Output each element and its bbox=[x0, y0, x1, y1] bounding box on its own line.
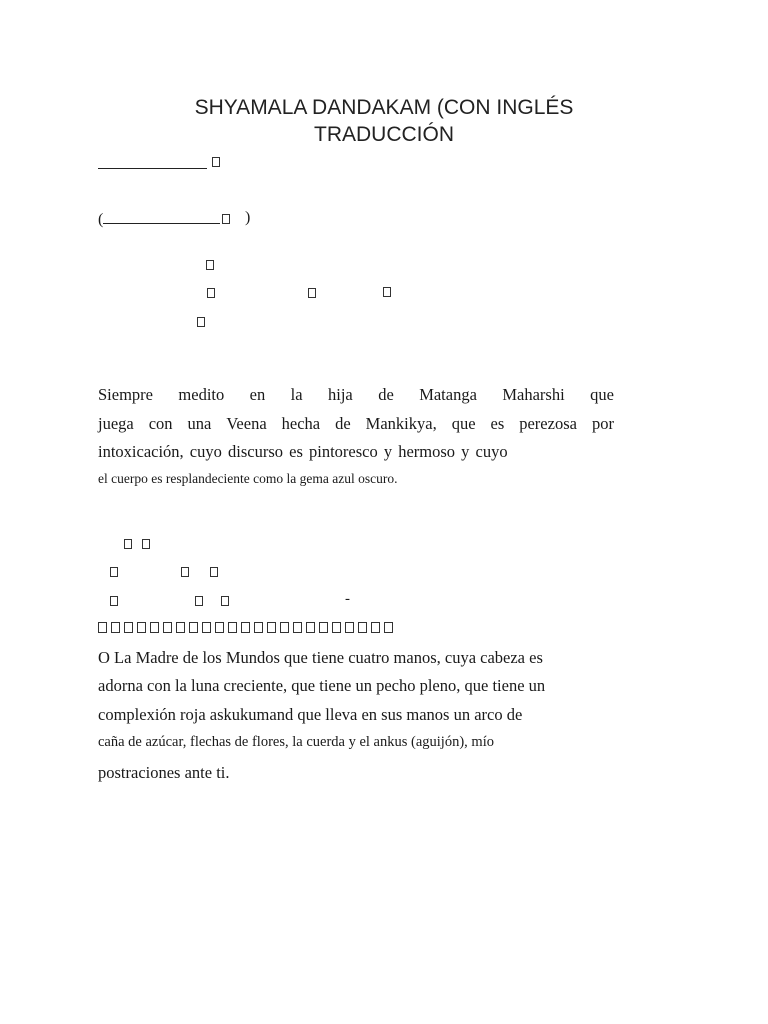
missing-glyph-icon bbox=[267, 622, 276, 633]
word: Mankikya, bbox=[365, 414, 437, 433]
para2-line4: caña de azúcar, flechas de flores, la cuerda y el ankus (aguijón), mío bbox=[98, 734, 494, 750]
missing-glyph-icon bbox=[280, 622, 289, 633]
word: medito bbox=[178, 385, 225, 404]
word: por bbox=[591, 414, 614, 433]
para1-line2 bbox=[98, 414, 614, 434]
missing-glyph-icon bbox=[98, 622, 107, 633]
underline-blank-1 bbox=[98, 154, 207, 174]
word: la bbox=[290, 385, 303, 404]
missing-glyph-icon bbox=[308, 288, 316, 298]
word: con bbox=[148, 414, 173, 433]
missing-glyph-icon bbox=[110, 567, 118, 577]
missing-glyph-icon bbox=[163, 622, 172, 633]
word: de bbox=[335, 414, 351, 433]
para2-line2: adorna con la luna creciente, que tiene un pecho pleno, que tiene un bbox=[98, 676, 546, 695]
word: Matanga bbox=[419, 385, 477, 404]
missing-glyph-icon bbox=[207, 288, 215, 298]
missing-glyph-icon bbox=[383, 287, 391, 297]
missing-glyph-icon bbox=[293, 622, 302, 633]
word: es bbox=[490, 414, 505, 433]
missing-glyph-icon bbox=[332, 622, 341, 633]
para1-line1 bbox=[98, 385, 614, 405]
missing-glyph-icon bbox=[212, 157, 220, 167]
para2-line5: postraciones ante ti. bbox=[98, 763, 230, 782]
missing-glyph-icon bbox=[150, 622, 159, 633]
missing-glyph-icon bbox=[181, 567, 189, 577]
missing-glyph-icon bbox=[384, 622, 393, 633]
missing-glyph-icon bbox=[195, 596, 203, 606]
missing-glyph-icon bbox=[228, 622, 237, 633]
missing-glyph-icon bbox=[319, 622, 328, 633]
paren-close: ) bbox=[245, 209, 251, 226]
missing-glyph-icon bbox=[142, 539, 150, 549]
word: Maharshi bbox=[502, 385, 565, 404]
missing-glyph-icon bbox=[124, 622, 133, 633]
missing-glyph-icon bbox=[345, 622, 354, 633]
word: hija bbox=[328, 385, 353, 404]
missing-glyph-row bbox=[98, 622, 393, 633]
missing-glyph-icon bbox=[371, 622, 380, 633]
para1-line3: intoxicación, cuyo discurso es pintoresco y hermoso y cuyo bbox=[98, 442, 508, 461]
word: Siempre bbox=[98, 385, 153, 404]
missing-glyph-icon bbox=[202, 622, 211, 633]
word: una bbox=[187, 414, 212, 433]
word: de bbox=[378, 385, 394, 404]
parenthetical-blank bbox=[98, 209, 220, 229]
word: que bbox=[590, 385, 614, 404]
missing-glyph-icon bbox=[137, 622, 146, 633]
missing-glyph-icon bbox=[221, 596, 229, 606]
word: en bbox=[249, 385, 266, 404]
dash: - bbox=[345, 591, 350, 607]
missing-glyph-icon bbox=[241, 622, 250, 633]
missing-glyph-icon bbox=[111, 622, 120, 633]
missing-glyph-icon bbox=[124, 539, 132, 549]
paren-open: ( bbox=[98, 211, 104, 228]
missing-glyph-icon bbox=[206, 260, 214, 270]
missing-glyph-icon bbox=[254, 622, 263, 633]
missing-glyph-icon bbox=[197, 317, 205, 327]
para2-line3: complexión roja askukumand que lleva en sus manos un arco de bbox=[98, 705, 523, 724]
document-title-line-1: SHYAMALA DANDAKAM (CON INGLÉS bbox=[194, 96, 574, 119]
para1-line4: el cuerpo es resplandeciente como la gema azul oscuro. bbox=[98, 471, 398, 486]
missing-glyph-icon bbox=[189, 622, 198, 633]
missing-glyph-icon bbox=[215, 622, 224, 633]
word: perezosa bbox=[519, 414, 577, 433]
document-title-line-2: TRADUCCIÓN bbox=[314, 123, 454, 146]
missing-glyph-icon bbox=[358, 622, 367, 633]
word: que bbox=[451, 414, 476, 433]
para2-line1: O La Madre de los Mundos que tiene cuatro manos, cuya cabeza es bbox=[98, 648, 543, 667]
word: juega bbox=[98, 414, 134, 433]
missing-glyph-icon bbox=[210, 567, 218, 577]
word: hecha bbox=[281, 414, 321, 433]
missing-glyph-icon bbox=[222, 214, 230, 224]
missing-glyph-icon bbox=[176, 622, 185, 633]
missing-glyph-icon bbox=[110, 596, 118, 606]
missing-glyph-icon bbox=[306, 622, 315, 633]
word: Veena bbox=[226, 414, 267, 433]
